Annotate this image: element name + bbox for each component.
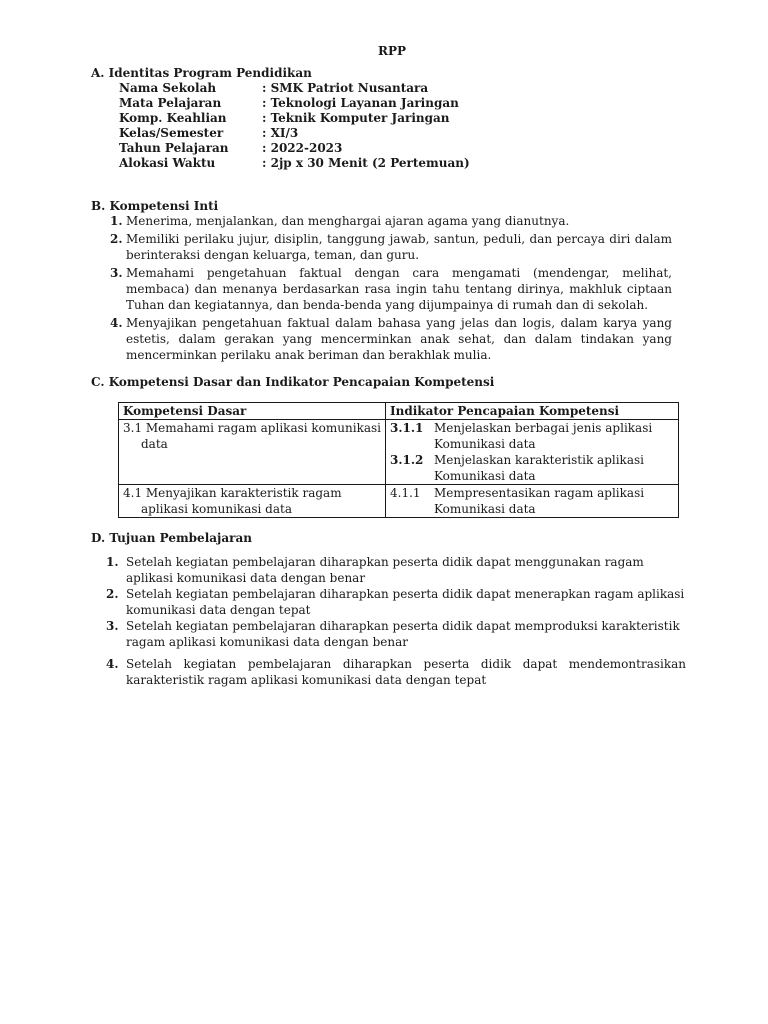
identity-label: Tahun Pelajaran	[119, 141, 229, 155]
section-c-heading: C. Kompetensi Dasar dan Indikator Pencapaian Kompetensi	[91, 375, 495, 389]
item-number: 2.	[106, 587, 119, 601]
section-d-heading: D. Tujuan Pembelajaran	[91, 531, 252, 545]
kompetensi-inti-list	[110, 213, 672, 363]
tujuan-list	[106, 554, 686, 688]
item-text: Memiliki perilaku jujur, disiplin, tanggung jawab, santun, peduli, dan percaya diri dalam berinteraksi dengan keluarga, teman, dan guru.	[126, 232, 672, 262]
item-text: Menerima, menjalankan, dan menghargai ajaran agama yang dianutnya.	[126, 214, 570, 228]
item-text: Menyajikan pengetahuan faktual dalam bahasa yang jelas dan logis, dalam karya yang estetis, dalam gerakan yang mencerminkan anak sehat, dan dalam tindakan yang mencerminkan perilaku anak beriman dan berakhlak mulia.	[126, 316, 672, 362]
indicator-number: 4.1.1	[390, 486, 421, 500]
table-row	[119, 420, 679, 485]
item-text: Setelah kegiatan pembelajaran diharapkan peserta didik dapat mendemontrasikan karakteristik ragam aplikasi komunikasi data dengan tepat	[126, 657, 686, 687]
table-cell	[386, 485, 679, 518]
table-row	[119, 485, 679, 518]
table-cell	[386, 420, 679, 485]
item-number: 3.	[106, 619, 119, 633]
item-number: 1.	[110, 214, 123, 228]
identity-label: Nama Sekolah	[119, 81, 217, 95]
item-number: 2.	[110, 232, 123, 246]
table-header-row	[119, 403, 679, 420]
identity-label: Kelas/Semester	[119, 126, 224, 140]
column-header: Kompetensi Dasar	[119, 403, 386, 420]
table-cell	[119, 420, 386, 485]
identity-row	[119, 125, 298, 141]
item-number: 3.	[110, 266, 123, 280]
kd-text: 3.1 Memahami ragam aplikasi komunikasi data	[123, 421, 381, 451]
document-title: RPP	[377, 44, 407, 58]
identity-label: Mata Pelajaran	[119, 96, 222, 110]
identity-row	[119, 155, 470, 171]
section-a-heading: A. Identitas Program Pendidikan	[91, 66, 312, 80]
item-text: Setelah kegiatan pembelajaran diharapkan peserta didik dapat menerapkan ragam aplikasi komunikasi data dengan tepat	[126, 587, 685, 617]
indicator-number: 3.1.2	[390, 453, 424, 467]
item-text: Memahami pengetahuan faktual dengan cara mengamati (mendengar, melihat, membaca) dan menanya berdasarkan rasa ingin tahu tentang dirinya, makhluk ciptaan Tuhan dan kegiatannya, dan benda-benda yang dijumpainya di rumah dan di sekolah.	[126, 266, 672, 312]
identity-value: : XI/3	[262, 126, 299, 140]
list-item	[110, 315, 672, 363]
identity-label: Komp. Keahlian	[119, 111, 227, 125]
list-item	[110, 231, 672, 263]
item-text: Setelah kegiatan pembelajaran diharapkan peserta didik dapat menggunakan ragam aplikasi komunikasi data dengan benar	[126, 555, 644, 585]
table-cell	[119, 485, 386, 518]
section-b-heading: B. Kompetensi Inti	[91, 199, 219, 213]
list-item	[110, 213, 672, 229]
list-item	[106, 618, 686, 650]
item-text: Setelah kegiatan pembelajaran diharapkan peserta didik dapat memproduksi karakteristik ragam aplikasi komunikasi data dengan benar	[126, 619, 680, 649]
item-number: 4.	[106, 657, 119, 671]
identity-row	[119, 140, 342, 156]
identity-row	[119, 95, 459, 111]
column-header: Indikator Pencapaian Kompetensi	[386, 403, 679, 420]
indicator-text: Mempresentasikan ragam aplikasi Komunikasi data	[434, 486, 645, 516]
indicator-item	[390, 452, 674, 484]
item-number: 1.	[106, 555, 119, 569]
identity-label: Alokasi Waktu	[119, 156, 216, 170]
indicator-text: Menjelaskan berbagai jenis aplikasi Komunikasi data	[434, 421, 653, 451]
list-item	[106, 554, 686, 586]
identity-value: : Teknologi Layanan Jaringan	[262, 96, 459, 110]
kd-text: 4.1 Menyajikan karakteristik ragam aplikasi komunikasi data	[123, 486, 342, 516]
identity-value: : 2jp x 30 Menit (2 Pertemuan)	[262, 156, 470, 170]
identity-value: : Teknik Komputer Jaringan	[262, 111, 450, 125]
list-item	[106, 656, 686, 688]
item-number: 4.	[110, 316, 123, 330]
indicator-item	[390, 485, 674, 517]
kompetensi-table	[118, 402, 679, 518]
identity-row	[119, 80, 428, 96]
identity-row	[119, 110, 450, 126]
list-item	[110, 265, 672, 313]
indicator-item	[390, 420, 674, 452]
identity-value: : SMK Patriot Nusantara	[262, 81, 429, 95]
indicator-text: Menjelaskan karakteristik aplikasi Komunikasi data	[434, 453, 644, 483]
indicator-number: 3.1.1	[390, 421, 424, 435]
list-item	[106, 586, 686, 618]
identity-value: : 2022-2023	[262, 141, 343, 155]
